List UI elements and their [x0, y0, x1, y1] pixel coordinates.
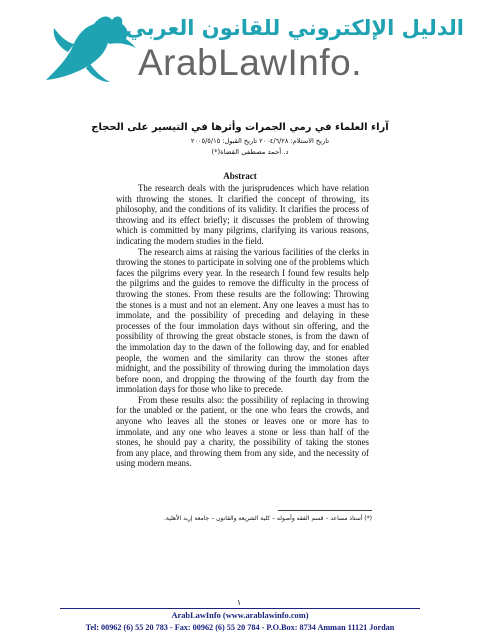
footnote: (*) أستاذ مساعد – قسم الفقه وأصوله – كلية الشريعة والقانون – جامعة إربد الأهلية. — [164, 515, 372, 522]
article-author: د. أحمد مصطفى القضاة(*) — [211, 148, 289, 156]
article-dates: تاريخ الاستلام: ٢٠٠٤/٦/٢٨ تاريخ القبول: ٢٠٠٥/٥/١٥ — [190, 137, 330, 145]
article-title: آراء العلماء في رمي الجمرات وأثرها في التيسير على الحجاج — [91, 122, 389, 133]
footnote-divider — [278, 510, 372, 511]
footer-site-link[interactable]: ArabLawInfo (www.arablawinfo.com) — [171, 611, 309, 620]
footer-divider — [60, 608, 420, 609]
site-logo[interactable] — [38, 8, 468, 88]
abstract-paragraph: The research aims at raising the various facilities of the clerks in throwing the stones to participate in solving one of the problems which faces the pilgrims every year. In the research I found few results help the pilgrims and the guides to remove the difficulty in the process of throwing the stones. From these results are the following: Throwing the stones is a must and not an element. Any one leaves a must has to immolate, and the possibility of preceding and delaying in these processes of the four immolation days without sin offering, and the possibility of throwing the great obstacle stones, is from the dawn of the immolation day to the dawn of the following day, and for enabled people, the women and the similarity can throw the stones after midnight, and the possibility of throwing during the immolation days before noon, and dropping the throwing of the fourth day from the immolation days for those who like to precede. — [116, 246, 369, 395]
abstract-heading: Abstract — [223, 171, 257, 181]
abstract-paragraph: From these results also: the possibility of replacing in throwing for the unabled or the patient, or the one who fears the crowds, and anyone who leaves all the stones or leaves one or more has to immolate, and any one who leaves a stone or less than half of the stones, he should pay a charity, the possibility of taking the stones from any place, and throwing them from any side, and the necessity of using modern means. — [116, 394, 369, 469]
footer-contact: Tel: 00962 (6) 55 20 783 - Fax: 00962 (6) 55 20 784 - P.O.Box: 8734 Amman 11121 Jordan — [85, 623, 395, 632]
abstract-paragraph: The research deals with the jurisprudences which have relation with throwing the stones. It clarified the concept of throwing, its philosophy, and the conditions of its validity. It clarifies the process of throwing and its effect briefly; it discusses the problem of throwing which is committed by many pilgrims, clarifying its various reasons, indicating the modern studies in the field. — [116, 183, 369, 246]
abstract-body — [116, 183, 369, 469]
logo-english-text: ArabLawInfo. — [138, 42, 363, 83]
page-number: ١ — [236, 598, 242, 607]
logo-arabic-text: الدليل الإلكتروني للقانون العربي — [125, 16, 464, 40]
